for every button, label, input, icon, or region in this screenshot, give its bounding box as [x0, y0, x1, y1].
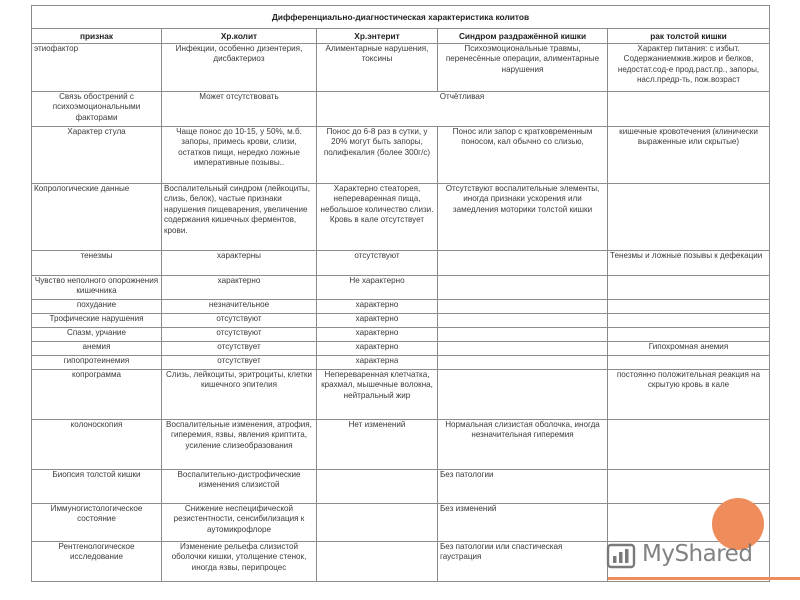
table-row: [32, 300, 770, 314]
table-cell: Алиментарные нарушения, токсины: [317, 44, 438, 92]
table-cell: постоянно положительная реакция на скрытую кровь в кале: [608, 370, 770, 420]
watermark-text: MyShared: [642, 541, 753, 567]
table-cell: [608, 276, 770, 300]
table-cell: Воспалительно-дистрофические изменения слизистой: [162, 470, 317, 504]
table-cell: [317, 470, 438, 504]
table-cell: [438, 356, 608, 370]
row-label-cell: колоноскопия: [32, 420, 162, 470]
table-cell: незначительное: [162, 300, 317, 314]
table-row: [32, 92, 770, 127]
table-title: Дифференциально-диагностическая характеристика колитов: [32, 6, 770, 29]
column-header: Хр.колит: [162, 29, 317, 44]
table-cell: отсутствует: [162, 342, 317, 356]
row-label-cell: Рентгенологическое исследование: [32, 542, 162, 582]
decorative-orange-line: [608, 577, 800, 580]
table-body: [32, 44, 770, 582]
table-cell: Тенезмы и ложные позывы к дефекации: [608, 251, 770, 276]
table-cell: характерно: [162, 276, 317, 300]
table-cell: [317, 542, 438, 582]
table-row: [32, 251, 770, 276]
table-cell: характерно: [317, 328, 438, 342]
column-header: признак: [32, 29, 162, 44]
table-cell: [608, 92, 770, 127]
table-cell: Инфекции, особенно дизентерия, дисбактериоз: [162, 44, 317, 92]
table-cell: Непереваренная клетчатка, крахмал, мышечные волокна, нейтральный жир: [317, 370, 438, 420]
table-row: [32, 127, 770, 184]
table-cell: Может отсутствовать: [162, 92, 317, 127]
table-cell: Отчётливая: [317, 92, 608, 127]
table-row: [32, 370, 770, 420]
header-row: [32, 29, 770, 44]
table-cell: Характер питания: с избыт. Содержаниемжив.жиров и белков, недостат.сод-е прод.раст.пр., запоры, насл.предр-ть, пож.возраст: [608, 44, 770, 92]
row-label-cell: похудание: [32, 300, 162, 314]
table-row: [32, 314, 770, 328]
table-cell: [608, 314, 770, 328]
row-label-cell: тенезмы: [32, 251, 162, 276]
myshared-watermark: [606, 532, 752, 576]
table-cell: отсутствуют: [162, 314, 317, 328]
table-cell: характерно: [317, 314, 438, 328]
table-cell: характерны: [162, 251, 317, 276]
table-row: [32, 356, 770, 370]
table-cell: [317, 504, 438, 542]
row-label-cell: Копрологические данные: [32, 184, 162, 251]
row-label-cell: Чувство неполного опорожнения кишечника: [32, 276, 162, 300]
table-cell: отсутствуют: [162, 328, 317, 342]
table-cell: Воспалительные изменения, атрофия, гиперемия, язвы, явления криптита, усиление слизеобразования: [162, 420, 317, 470]
table-cell: [608, 184, 770, 251]
row-label-cell: гипопротеинемия: [32, 356, 162, 370]
table-cell: Не характерно: [317, 276, 438, 300]
row-label-cell: Иммуногистологическое состояние: [32, 504, 162, 542]
table-cell: Слизь, лейкоциты, эритроциты, клетки кишечного эпителия: [162, 370, 317, 420]
table-cell: Психоэмоциональные травмы, перенесённые операции, алиментарные нарушения: [438, 44, 608, 92]
table-cell: Без патологии или спастическая гаустрация: [438, 542, 608, 582]
table-cell: [438, 314, 608, 328]
table-row: [32, 470, 770, 504]
table-cell: [438, 328, 608, 342]
table-cell: Нет изменений: [317, 420, 438, 470]
table-cell: Без изменений: [438, 504, 608, 542]
table-cell: характерно: [317, 342, 438, 356]
table-cell: [438, 342, 608, 356]
table-cell: [608, 300, 770, 314]
table-row: [32, 184, 770, 251]
table-cell: Понос до 6-8 раз в сутки, у 20% могут быть запоры, полифекалия (более 300г/с): [317, 127, 438, 184]
table-cell: Характерно стеаторея, непереваренная пища, небольшое количество слизи. Кровь в кале отсутствует: [317, 184, 438, 251]
table-cell: [438, 370, 608, 420]
table-cell: Снижение неспецифической резистентности, сенсибилизация к аутомикрофлоре: [162, 504, 317, 542]
row-label-cell: Связь обострений с психоэмоциональными факторами: [32, 92, 162, 127]
table-cell: [608, 420, 770, 470]
table-cell: характерна: [317, 356, 438, 370]
table-cell: кишечные кровотечения (клинически выраженные или скрытые): [608, 127, 770, 184]
table-cell: Понос или запор с кратковременным поносом, кал обычно со слизью,: [438, 127, 608, 184]
table-cell: Без патологии: [438, 470, 608, 504]
table-row: [32, 44, 770, 92]
table-cell: Нормальная слизистая оболочка, иногда незначительная гиперемия: [438, 420, 608, 470]
table-cell: Чаще понос до 10-15, у 50%, м.б. запоры, примесь крови, слизи, остатков пищи, нередко ложные императивные позывы..: [162, 127, 317, 184]
table-cell: отсутствует: [162, 356, 317, 370]
table-cell: характерно: [317, 300, 438, 314]
row-label-cell: Спазм, урчание: [32, 328, 162, 342]
table-row: [32, 276, 770, 300]
row-label-cell: Трофические нарушения: [32, 314, 162, 328]
row-label-cell: Характер стула: [32, 127, 162, 184]
diagnostic-table: [31, 5, 770, 582]
table-cell: [438, 300, 608, 314]
row-label-cell: копрограмма: [32, 370, 162, 420]
table-cell: Изменение рельефа слизистой оболочки кишки, утолщение стенок, иногда язвы, перипроцес: [162, 542, 317, 582]
table-row: [32, 420, 770, 470]
row-label-cell: анемия: [32, 342, 162, 356]
column-header: Хр.энтерит: [317, 29, 438, 44]
table-cell: Отсутствуют воспалительные элементы, иногда признаки ускорения или замедления моторики толстой кишки: [438, 184, 608, 251]
table-cell: Воспалительный синдром (лейкоциты, слизь, белок), частые признаки нарушения пищеварения, увеличение содержания кишечных ферментов, крови.: [162, 184, 317, 251]
table-cell: Гипохромная анемия: [608, 342, 770, 356]
table-cell: [438, 276, 608, 300]
table-cell: [438, 251, 608, 276]
table-cell: отсутствуют: [317, 251, 438, 276]
table-cell: [608, 328, 770, 342]
table-row: [32, 328, 770, 342]
row-label-cell: этиофактор: [32, 44, 162, 92]
myshared-logo-icon: [606, 539, 636, 569]
column-header: рак толстой кишки: [608, 29, 770, 44]
row-label-cell: Биопсия толстой кишки: [32, 470, 162, 504]
column-header: Синдром раздражённой кишки: [438, 29, 608, 44]
table-row: [32, 342, 770, 356]
table-cell: [608, 356, 770, 370]
